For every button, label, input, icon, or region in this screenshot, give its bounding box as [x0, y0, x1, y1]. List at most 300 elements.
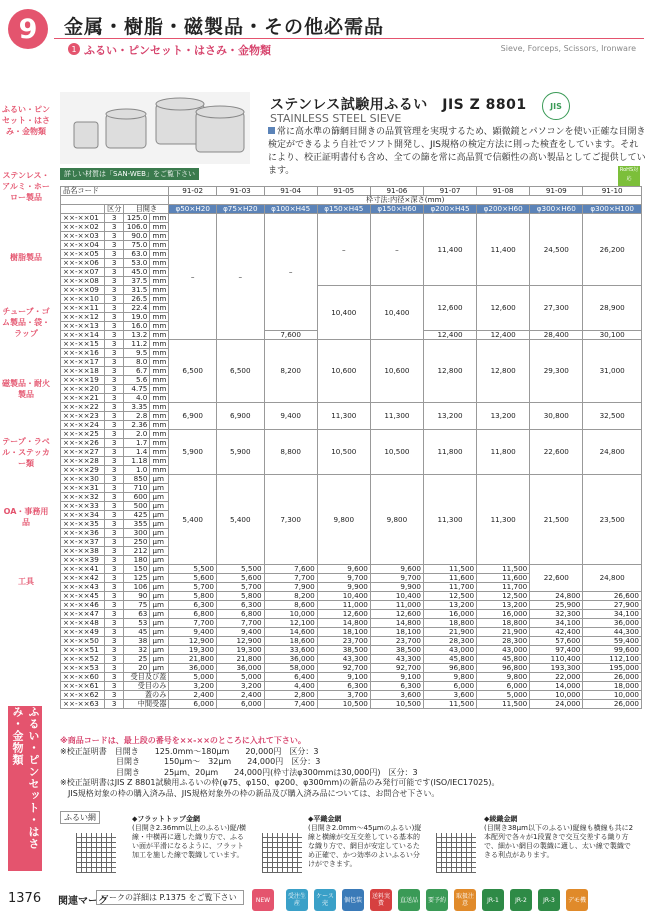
sidebar-active-tab[interactable]: ふるい・ピンセット・はさみ・金物類 [8, 706, 42, 871]
table-cell: ××-××48 [61, 619, 105, 628]
table-cell: 7,900 [264, 583, 317, 592]
table-cell: 3 [105, 358, 124, 367]
table-cell: 2.0 [124, 430, 150, 439]
table-cell: μm [150, 592, 169, 601]
table-cell: ××-××23 [61, 412, 105, 421]
table-cell: 6,300 [217, 601, 265, 610]
table-cell: 9,800 [370, 475, 423, 565]
table-cell: 12,500 [423, 592, 476, 601]
table-cell: 3 [105, 331, 124, 340]
table-cell: 6.7 [124, 367, 150, 376]
table-cell: 96,800 [477, 664, 530, 673]
table-cell: 12,800 [423, 340, 476, 403]
table-cell: mm [150, 430, 169, 439]
table-cell: μm [150, 529, 169, 538]
note-iso: ※校正証明書はJIS Z 8801試験用ふるいの枠(φ75、φ150、φ200、φ300mm)の新品のみ発行可能です(ISO/IEC17025)。 [60, 778, 500, 787]
model-header: 91-06 [370, 187, 423, 196]
table-cell: 3 [105, 556, 124, 565]
sidebar-item-stainless[interactable]: ステンレス・アルミ・ホーロー製品 [2, 171, 50, 202]
table-cell: 9,400 [217, 628, 265, 637]
table-cell: ××-××18 [61, 367, 105, 376]
table-cell: – [370, 214, 423, 286]
table-cell: 3 [105, 421, 124, 430]
table-cell: 3,200 [217, 682, 265, 691]
table-cell: 8.0 [124, 358, 150, 367]
table-cell: – [317, 214, 370, 286]
table-cell: 5,600 [217, 574, 265, 583]
table-cell: 3 [105, 493, 124, 502]
table-cell: 99,600 [583, 646, 642, 655]
table-cell: 10,500 [317, 700, 370, 709]
table-cell: 受目及び蓋 [124, 673, 169, 682]
table-cell: 3 [105, 412, 124, 421]
note-cert-3: 目開き 25μm、20μm 24,000円(枠寸法φ300mmは30,000円) 区分：3 [60, 767, 418, 777]
page-footer [0, 883, 650, 919]
table-cell: 3 [105, 574, 124, 583]
table-cell: 3 [105, 376, 124, 385]
table-cell: mm [150, 412, 169, 421]
table-cell: 11,000 [370, 601, 423, 610]
table-cell: ××-××12 [61, 313, 105, 322]
table-cell: 38 [124, 637, 150, 646]
table-cell: 3 [105, 259, 124, 268]
reservation-icon: 要予約 [426, 889, 448, 911]
table-cell: 3 [105, 295, 124, 304]
table-cell: 5,800 [217, 592, 265, 601]
table-cell: 3 [105, 655, 124, 664]
size-header: φ50×H20 [169, 205, 217, 214]
table-cell: ××-××45 [61, 592, 105, 601]
shipping-cost-icon: 送料実費 [370, 889, 392, 911]
table-cell: 45,800 [423, 655, 476, 664]
table-cell: 92,700 [370, 664, 423, 673]
table-cell: 3 [105, 484, 124, 493]
table-cell: mm [150, 277, 169, 286]
table-cell: ××-××21 [61, 394, 105, 403]
table-cell: μm [150, 601, 169, 610]
code-header: 品名コード [61, 187, 169, 196]
table-cell: 13,200 [423, 601, 476, 610]
table-cell: 11,300 [370, 403, 423, 430]
demo-icon: デモ機 [566, 889, 588, 911]
sidebar-item-tape[interactable]: テープ・ラベル・ステッカー類 [2, 437, 50, 468]
table-cell: 90.0 [124, 232, 150, 241]
table-cell: 12,900 [169, 637, 217, 646]
table-cell: 14,800 [317, 619, 370, 628]
table-cell: 31.5 [124, 286, 150, 295]
table-cell: ××-××37 [61, 538, 105, 547]
sidebar-item-sieve[interactable]: ふるい・ピンセット・はさみ・金物類 [2, 105, 50, 136]
table-cell: 9,600 [317, 565, 370, 574]
table-cell: 6,300 [370, 682, 423, 691]
plain-weave-mesh-icon [262, 833, 302, 873]
table-cell: mm [150, 340, 169, 349]
table-cell: 34,100 [583, 610, 642, 619]
table-cell: 23,500 [583, 475, 642, 565]
sidebar-item-tube[interactable]: チューブ・ゴム製品・袋・ラップ [2, 307, 50, 338]
table-cell: 3 [105, 646, 124, 655]
table-cell: – [169, 214, 217, 340]
table-cell: 8,200 [264, 340, 317, 403]
table-cell: 250 [124, 538, 150, 547]
table-cell: 26,200 [583, 214, 642, 286]
table-cell: 28,900 [583, 286, 642, 331]
table-cell: mm [150, 394, 169, 403]
twill-weave-mesh-icon [436, 833, 476, 873]
table-cell: 7,300 [264, 475, 317, 565]
table-cell: ××-××46 [61, 601, 105, 610]
table-cell: mm [150, 331, 169, 340]
table-cell: mm [150, 403, 169, 412]
table-cell: 850 [124, 475, 150, 484]
page-number: 1376 [8, 891, 42, 906]
table-cell: 11,500 [477, 700, 530, 709]
table-cell: 20 [124, 664, 150, 673]
table-cell: mm [150, 241, 169, 250]
table-cell: 2.8 [124, 412, 150, 421]
table-cell: 43,300 [370, 655, 423, 664]
table-cell: 11,400 [477, 214, 530, 286]
table-cell: 3 [105, 529, 124, 538]
table-cell: 22,600 [530, 430, 583, 475]
table-cell: ××-××34 [61, 511, 105, 520]
table-cell: 5,900 [217, 430, 265, 475]
jis-logo: JIS [542, 92, 570, 120]
table-cell: 110,400 [530, 655, 583, 664]
table-cell: 23,700 [370, 637, 423, 646]
size-header: φ300×H60 [530, 205, 583, 214]
table-cell: 12,900 [217, 637, 265, 646]
table-cell: 13,200 [477, 403, 530, 430]
sub-title: ふるい・ピンセット・はさみ・金物類 [84, 44, 271, 57]
table-cell: 8,800 [264, 430, 317, 475]
table-cell: 12,800 [477, 340, 530, 403]
table-cell: μm [150, 664, 169, 673]
model-header: 91-08 [477, 187, 530, 196]
table-cell: 10,500 [317, 430, 370, 475]
table-cell: 6,900 [217, 403, 265, 430]
table-row [61, 700, 642, 709]
table-cell: ××-××31 [61, 484, 105, 493]
table-cell: 53.0 [124, 259, 150, 268]
table-cell: 500 [124, 502, 150, 511]
table-cell: 710 [124, 484, 150, 493]
table-cell: 3,200 [169, 682, 217, 691]
table-cell: ××-××43 [61, 583, 105, 592]
table-row [61, 475, 642, 484]
table-cell: 3,700 [317, 691, 370, 700]
table-cell: 125.0 [124, 214, 150, 223]
table-cell: 29,300 [530, 340, 583, 403]
table-row [61, 430, 642, 439]
table-cell: 425 [124, 511, 150, 520]
table-cell: 3 [105, 592, 124, 601]
table-cell: μm [150, 475, 169, 484]
table-cell: 3 [105, 682, 124, 691]
table-cell: 3 [105, 367, 124, 376]
table-cell: 16.0 [124, 322, 150, 331]
table-cell: 59,400 [583, 637, 642, 646]
note-cert-2: 目開き 150μm～ 32μm 24,000円 区分：3 [60, 757, 321, 766]
table-cell: 5,400 [217, 475, 265, 565]
table-cell: 9,100 [317, 673, 370, 682]
table-cell: 6,400 [264, 673, 317, 682]
table-cell: 9,100 [370, 673, 423, 682]
table-cell: 21,900 [423, 628, 476, 637]
table-cell: ××-××06 [61, 259, 105, 268]
table-cell: 30,800 [530, 403, 583, 430]
table-cell: mm [150, 376, 169, 385]
table-cell: 180 [124, 556, 150, 565]
description-text: 常に高水準の篩網目開きの品質管理を実現するため、顕微鏡とパソコンを使い正確な目開き検定ができるよう自社でソフト開発し、JIS規格の検定方法に則った検査をしています。それにより、校正証明書付も含め、全ての篩を常に高品質で信頼性の高い製品としてご提供しています。 [268, 127, 646, 176]
table-cell: 57,600 [530, 637, 583, 646]
table-cell: mm [150, 304, 169, 313]
table-cell: 蓋のみ [124, 691, 169, 700]
table-cell: 1.7 [124, 439, 150, 448]
table-cell: 2,400 [217, 691, 265, 700]
table-cell: 18,800 [477, 619, 530, 628]
table-cell: 21,800 [169, 655, 217, 664]
table-cell: 3 [105, 511, 124, 520]
table-cell: ××-××14 [61, 331, 105, 340]
table-cell: 97,400 [530, 646, 583, 655]
rohs-badge: RoHS対応 [618, 166, 640, 186]
table-cell: 11,500 [477, 565, 530, 574]
table-cell: mm [150, 349, 169, 358]
table-cell: 300 [124, 529, 150, 538]
bullet-square-icon [268, 127, 275, 134]
jr1-icon: JR-1 [482, 889, 504, 911]
table-cell: ××-××50 [61, 637, 105, 646]
table-cell: ××-××35 [61, 520, 105, 529]
table-cell: 6,000 [423, 682, 476, 691]
table-cell: 12,400 [423, 331, 476, 340]
table-cell: 5.6 [124, 376, 150, 385]
table-cell: 38,500 [317, 646, 370, 655]
table-cell: 32 [124, 646, 150, 655]
table-cell: 28,400 [530, 331, 583, 340]
table-cell: 53 [124, 619, 150, 628]
table-cell: 3 [105, 268, 124, 277]
table-cell: 22,000 [530, 673, 583, 682]
table-cell: ××-××13 [61, 322, 105, 331]
table-cell: ××-××07 [61, 268, 105, 277]
table-cell: mm [150, 457, 169, 466]
table-cell: mm [150, 421, 169, 430]
table-cell: mm [150, 286, 169, 295]
table-cell: 36,000 [264, 655, 317, 664]
table-cell: 3 [105, 241, 124, 250]
table-cell: μm [150, 610, 169, 619]
table-cell: 8,600 [264, 601, 317, 610]
table-cell: 13.2 [124, 331, 150, 340]
table-cell: 10,000 [264, 610, 317, 619]
table-cell: mm [150, 439, 169, 448]
product-title: ステンレス試験用ふるい JIS Z 8801 [270, 97, 527, 113]
price-table [60, 186, 642, 709]
table-cell: 28,300 [477, 637, 530, 646]
table-cell: 5,400 [169, 475, 217, 565]
table-cell: mm [150, 367, 169, 376]
table-cell: 24,800 [530, 592, 583, 601]
table-cell: ××-××42 [61, 574, 105, 583]
size-header: φ100×H45 [264, 205, 317, 214]
table-cell: mm [150, 268, 169, 277]
table-cell: 2.36 [124, 421, 150, 430]
case-sale-icon: ケース売 [314, 889, 336, 911]
table-cell: 3 [105, 619, 124, 628]
table-cell: 1.18 [124, 457, 150, 466]
sidebar-item-tools[interactable]: 工具 [18, 577, 34, 586]
table-cell: 1.0 [124, 466, 150, 475]
table-cell: 4.0 [124, 394, 150, 403]
table-cell: 11,000 [317, 601, 370, 610]
size-header: φ300×H100 [583, 205, 642, 214]
model-header: 91-03 [217, 187, 265, 196]
table-cell: 75.0 [124, 241, 150, 250]
table-cell: 11,600 [477, 574, 530, 583]
table-cell: 92,700 [317, 664, 370, 673]
table-cell: 3 [105, 547, 124, 556]
table-cell: 18,600 [264, 637, 317, 646]
table-cell: 106.0 [124, 223, 150, 232]
table-cell: 45.0 [124, 268, 150, 277]
new-icon: NEW [252, 889, 274, 911]
table-cell: 中間受器 [124, 700, 169, 709]
made-to-order-icon: 受注生産 [286, 889, 308, 911]
table-cell: 1.4 [124, 448, 150, 457]
table-row [61, 340, 642, 349]
plain-weave-title: ◆平織金網 [308, 815, 342, 823]
table-cell: μm [150, 502, 169, 511]
table-cell: ××-××10 [61, 295, 105, 304]
table-cell: 3 [105, 439, 124, 448]
table-cell: 9,900 [317, 583, 370, 592]
table-cell: 32,500 [583, 403, 642, 430]
table-cell: 3 [105, 565, 124, 574]
table-cell: μm [150, 511, 169, 520]
mark-details-link[interactable]: マークの詳細は P.1375 をご覧下さい [96, 890, 244, 905]
product-subtitle: STAINLESS STEEL SIEVE [270, 112, 402, 125]
table-cell: 43,000 [477, 646, 530, 655]
table-cell: 24,800 [583, 430, 642, 475]
table-cell: 16,000 [477, 610, 530, 619]
table-cell: mm [150, 259, 169, 268]
table-cell: mm [150, 358, 169, 367]
table-cell: 18,100 [370, 628, 423, 637]
table-cell: 30,100 [583, 331, 642, 340]
table-cell: 12,600 [423, 286, 476, 331]
table-cell: 3 [105, 349, 124, 358]
table-cell: 3 [105, 502, 124, 511]
table-cell: 10,500 [370, 430, 423, 475]
table-cell: 27,300 [530, 286, 583, 331]
table-cell: 26,600 [583, 592, 642, 601]
table-cell: 11,800 [477, 430, 530, 475]
table-cell: 7,700 [217, 619, 265, 628]
table-cell: 4.75 [124, 385, 150, 394]
table-cell: ××-××41 [61, 565, 105, 574]
table-cell: 36,000 [217, 664, 265, 673]
table-cell: 10,000 [583, 691, 642, 700]
table-cell: 6,300 [317, 682, 370, 691]
table-cell: 10,000 [530, 691, 583, 700]
table-cell: ××-××05 [61, 250, 105, 259]
sidebar-item-oa[interactable]: OA・事務用品 [3, 507, 49, 527]
table-cell: ××-××04 [61, 241, 105, 250]
table-cell: 13,200 [477, 601, 530, 610]
table-cell: mm [150, 295, 169, 304]
sidebar-item-ceramic[interactable]: 磁製品・耐火製品 [2, 379, 50, 399]
table-cell: – [217, 214, 265, 340]
jr3-icon: JR-3 [538, 889, 560, 911]
table-cell: ××-××19 [61, 376, 105, 385]
table-cell: 75 [124, 601, 150, 610]
table-cell: 7,400 [264, 700, 317, 709]
table-cell: 18,100 [317, 628, 370, 637]
table-cell: 24,500 [530, 214, 583, 286]
table-cell: 5,500 [217, 565, 265, 574]
table-cell: 11,500 [423, 700, 476, 709]
size-label: 枠寸法:内径×深さ(mm) [169, 196, 642, 205]
table-cell: 2,800 [264, 691, 317, 700]
sidebar-item-resin[interactable]: 樹脂製品 [10, 253, 42, 262]
table-cell: 11,500 [423, 565, 476, 574]
table-cell: 33,600 [264, 646, 317, 655]
table-cell: 3 [105, 601, 124, 610]
table-cell: 3 [105, 583, 124, 592]
san-web-label[interactable]: 詳しい材質は「SAN-WEB」をご覧下さい [60, 168, 199, 180]
table-cell: ××-××61 [61, 682, 105, 691]
table-cell: ××-××11 [61, 304, 105, 313]
table-cell: 12,600 [370, 610, 423, 619]
table-cell: 5,700 [217, 583, 265, 592]
table-cell: 9.5 [124, 349, 150, 358]
table-cell: ××-××47 [61, 610, 105, 619]
table-cell: 36,000 [169, 664, 217, 673]
table-cell: μm [150, 646, 169, 655]
table-cell: 3 [105, 322, 124, 331]
table-cell: ××-××28 [61, 457, 105, 466]
table-cell: 42,400 [530, 628, 583, 637]
table-cell: 9,400 [169, 628, 217, 637]
table-cell: 3 [105, 286, 124, 295]
twill-weave-text: (目開き38μm以下のふるい)縦線も横線も共に2本配列で各々が1段置きで交互交差する織り方で、細かい網目の製織に適し、太い線で製織できる利点があります。 [484, 824, 634, 859]
table-cell: 4,400 [264, 682, 317, 691]
table-cell: mm [150, 223, 169, 232]
flat-top-text: (目開き2.36mm以上のふるい)縦/横線・中横再に適した織り方で、ふるい面が平滑になるように、フラット加工を施した線で製織しています。 [132, 824, 247, 859]
model-header: 91-02 [169, 187, 217, 196]
table-cell: 3 [105, 673, 124, 682]
table-cell: 3 [105, 475, 124, 484]
table-cell: 125 [124, 574, 150, 583]
table-cell: 90 [124, 592, 150, 601]
table-cell: 3 [105, 700, 124, 709]
table-cell: 6,000 [477, 682, 530, 691]
table-cell: ××-××51 [61, 646, 105, 655]
table-cell: 26.5 [124, 295, 150, 304]
table-cell: 28,300 [423, 637, 476, 646]
table-cell: 63.0 [124, 250, 150, 259]
table-cell: 58,000 [264, 664, 317, 673]
product-description [268, 126, 646, 178]
table-cell: 3 [105, 520, 124, 529]
diagram-plain-weave [308, 815, 426, 885]
table-cell: 21,500 [530, 475, 583, 565]
table-cell: 34,100 [530, 619, 583, 628]
jr2-icon: JR-2 [510, 889, 532, 911]
table-cell: 3 [105, 610, 124, 619]
